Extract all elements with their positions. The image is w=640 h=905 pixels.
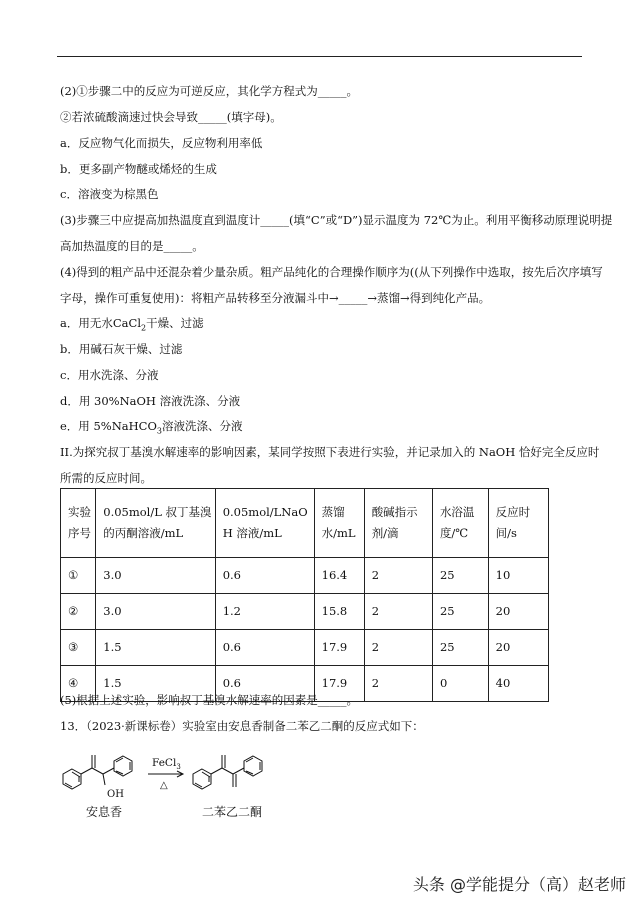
benzoin-structure bbox=[63, 755, 132, 789]
table-cell: 0 bbox=[432, 666, 488, 702]
experiment-table bbox=[60, 488, 549, 702]
q2-line2: ②若浓硫酸滴速过快会导致_____(填字母)。 bbox=[60, 110, 282, 124]
table-cell: 25 bbox=[432, 594, 488, 630]
table-cell: ④ bbox=[61, 666, 96, 702]
benzil-structure bbox=[193, 755, 262, 789]
heat-symbol: △ bbox=[160, 780, 168, 791]
table-cell: 25 bbox=[432, 630, 488, 666]
product-name: 二苯乙二酮 bbox=[202, 805, 263, 819]
part2-line1: II.为探究叔丁基溴水解速率的影响因素，某同学按照下表进行实验，并记录加入的 NaOH 恰好完全反应时 bbox=[60, 445, 600, 459]
table-header-cell: 蒸馏 水/mL bbox=[314, 489, 364, 558]
q4-line1: (4)得到的粗产品中还混杂着少量杂质。粗产品纯化的合理操作顺序为((从下列操作中选取，按先后次序填写 bbox=[60, 265, 603, 279]
table-cell: 3.0 bbox=[96, 594, 215, 630]
oh-label: OH bbox=[107, 789, 124, 800]
table-cell: 20 bbox=[488, 594, 548, 630]
table-cell: ② bbox=[61, 594, 96, 630]
table-cell: 0.6 bbox=[215, 630, 314, 666]
table-cell: 25 bbox=[432, 558, 488, 594]
q4-option-d: d．用 30%NaOH 溶液洗涤、分液 bbox=[60, 394, 241, 408]
table-cell: 0.6 bbox=[215, 666, 314, 702]
table-cell: 2 bbox=[364, 558, 432, 594]
table-cell: 3.0 bbox=[96, 558, 215, 594]
table-cell: 1.5 bbox=[96, 666, 215, 702]
table-cell: 17.9 bbox=[314, 630, 364, 666]
q2-line1: (2)①步骤二中的反应为可逆反应，其化学方程式为_____。 bbox=[60, 84, 359, 98]
table-cell: ③ bbox=[61, 630, 96, 666]
q5-line: (5)根据上述实验，影响叔丁基溴水解速率的因素是_____。 bbox=[60, 693, 359, 707]
q4-line2: 字母，操作可重复使用)：将粗产品转移至分液漏斗中→_____→蒸馏→得到纯化产品。 bbox=[60, 291, 491, 305]
table-header-cell: 0.05mol/L 叔丁基溴 的丙酮溶液/mL bbox=[96, 489, 215, 558]
q4-option-e: e．用 5%NaHCO$_3$溶液洗涤、分液 bbox=[60, 419, 243, 436]
reaction-scheme bbox=[52, 742, 292, 824]
table-cell: 40 bbox=[488, 666, 548, 702]
table-cell: ① bbox=[61, 558, 96, 594]
table-header-cell: 0.05mol/LNaO H 溶液/mL bbox=[215, 489, 314, 558]
table-row bbox=[61, 630, 549, 666]
table-cell: 1.2 bbox=[215, 594, 314, 630]
q2-option-c: c．溶液变为棕黑色 bbox=[60, 187, 159, 201]
table-header-cell: 实验 序号 bbox=[61, 489, 96, 558]
top-rule bbox=[57, 56, 582, 57]
table-cell: 17.9 bbox=[314, 666, 364, 702]
q4-option-b: b．用碱石灰干燥、过滤 bbox=[60, 342, 183, 356]
table-header-cell: 反应时 间/s bbox=[488, 489, 548, 558]
q2-option-a: a．反应物气化而损失，反应物利用率低 bbox=[60, 136, 263, 150]
table-row bbox=[61, 594, 549, 630]
q4-option-c: c．用水洗涤、分液 bbox=[60, 368, 159, 382]
q13-line: 13．（2023·新课标卷）实验室由安息香制备二苯乙二酮的反应式如下： bbox=[60, 719, 424, 733]
watermark: 头条 @学能提分（高）赵老师 bbox=[412, 875, 626, 894]
table-header-row bbox=[61, 489, 549, 558]
reagent-label: FeCl$_3$ bbox=[152, 757, 181, 771]
table-cell: 0.6 bbox=[215, 558, 314, 594]
table-cell: 15.8 bbox=[314, 594, 364, 630]
table-cell: 2 bbox=[364, 594, 432, 630]
part2-line2: 所需的反应时间。 bbox=[60, 471, 152, 485]
table-cell: 2 bbox=[364, 630, 432, 666]
table-header-cell: 水浴温 度/℃ bbox=[432, 489, 488, 558]
table-cell: 10 bbox=[488, 558, 548, 594]
q2-option-b: b．更多副产物醚或烯烃的生成 bbox=[60, 162, 217, 176]
q3-line1: (3)步骤三中应提高加热温度直到温度计_____(填“C”或“D”)显示温度为 72℃为止。利用平衡移动原理说明提 bbox=[60, 213, 613, 227]
table-cell: 16.4 bbox=[314, 558, 364, 594]
table-header-cell: 酸碱指示 剂/滴 bbox=[364, 489, 432, 558]
q3-line2: 高加热温度的目的是_____。 bbox=[60, 239, 204, 253]
table-cell: 2 bbox=[364, 666, 432, 702]
table-cell: 1.5 bbox=[96, 630, 215, 666]
table-row bbox=[61, 558, 549, 594]
table-cell: 20 bbox=[488, 630, 548, 666]
reactant-name: 安息香 bbox=[86, 805, 123, 819]
q4-option-a: a．用无水CaCl$_2$干燥、过滤 bbox=[60, 316, 204, 333]
